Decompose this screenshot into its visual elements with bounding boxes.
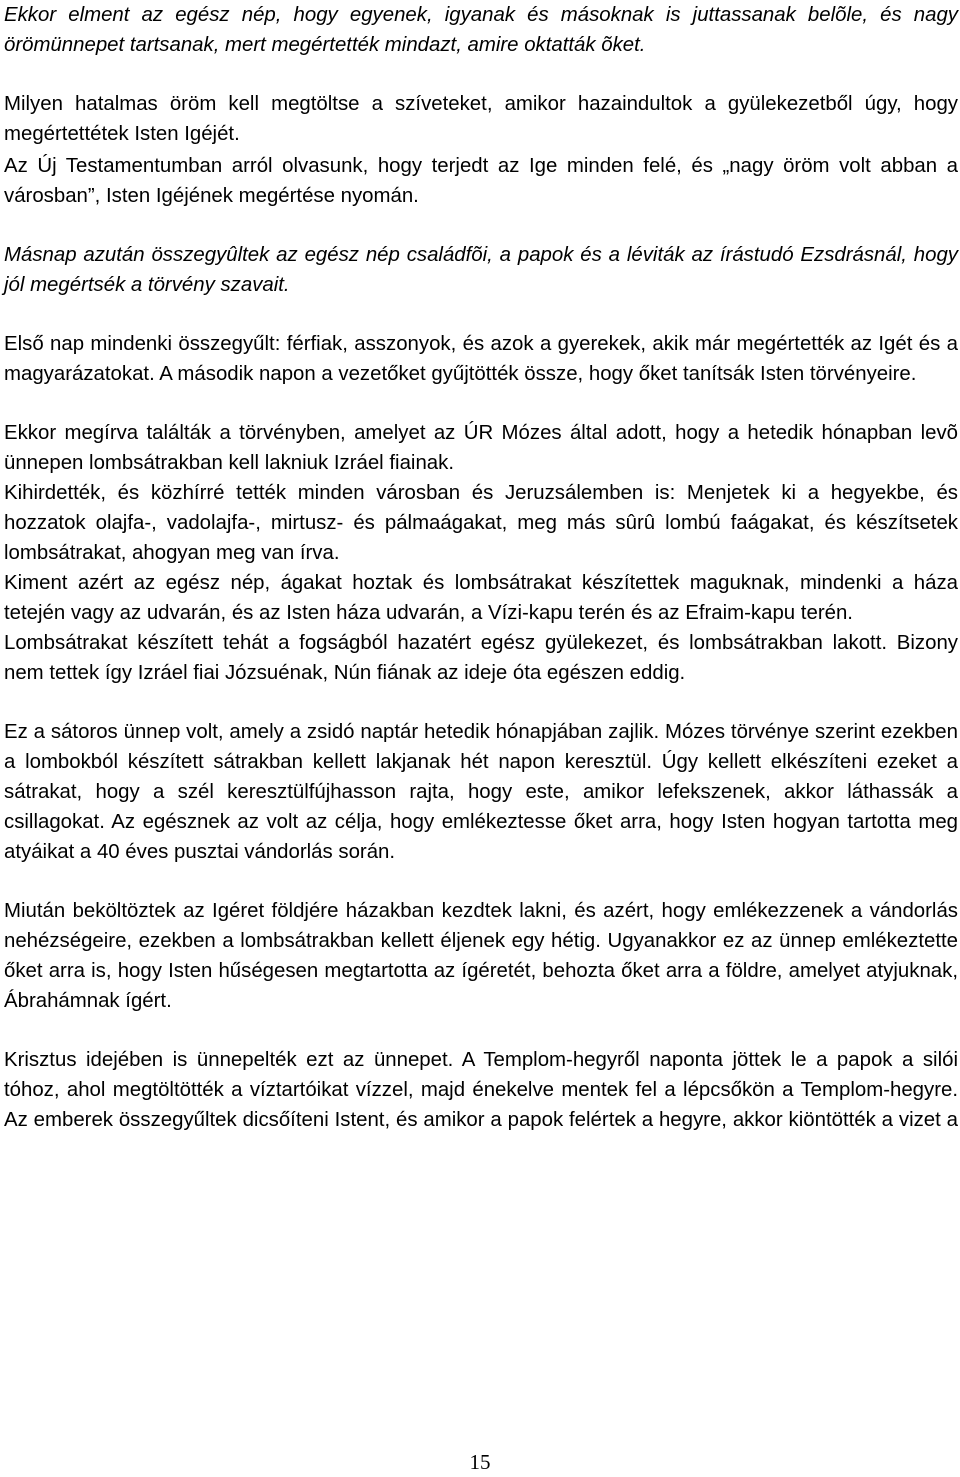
paragraph-feast-of-tabernacles: Ez a sátoros ünnep volt, amely a zsidó naptár hetedik hónapjában zajlik. Mózes törvénye szerint ezekben a lombokból készített sátrakban kellett lakjanak hét napon keresztül. Úgy kellett elkészíteni ezeket a sátrakat, hogy a szél keresztülfújhasson rajta, hogy este, amikor lefekszenek, akkor láthassák a csillagokat. Az egésznek az volt az célja, hogy emlékeztesse őket arra, hogy Isten hogyan tartotta meg atyáikat a 40 éves pusztai vándorlás során.: [4, 721, 958, 863]
paragraph-next-day: Másnap azután összegyûltek az egész nép családfõi, a papok és a léviták az írástudó Ezsdrásnál, hogy jól megértsék a törvény szavait.: [4, 244, 958, 296]
paragraph-promised-land: Miután beköltöztek az Igéret földjére házakban kezdtek lakni, és azért, hogy emlékezzenek a vándorlás nehézségeire, ezekben a lombsátrakban kellett éljenek egy hétig. Ugyanakkor ez az ünnep emlékeztette őket arra is, hogy Isten hűségesen megtartotta az ígéretét, behozta őket arra a földre, amelyet atyjuknak, Ábrahámnak ígért.: [4, 900, 958, 1012]
paragraph-new-testament: Az Új Testamentumban arról olvasunk, hogy terjedt az Ige minden felé, és „nagy öröm volt abban a városban”, Isten Igéjének megértése nyomán.: [4, 155, 958, 207]
page-number: 15: [469, 1450, 491, 1474]
paragraph-found-written: Ekkor megírva találták a törvényben, amelyet az ÚR Mózes által adott, hogy a hetedik hónapban levõ ünnepen lombsátrakban kell lakniuk Izráel fiainak.: [4, 422, 958, 474]
paragraph-people-went: Kiment azért az egész nép, ágakat hoztak és lombsátrakat készítettek maguknak, mindenki a háza tetején vagy az udvarán, és az Isten háza udvarán, a Vízi-kapu terén és az Efraim-kapu terén.: [4, 572, 958, 624]
paragraph-joy: Milyen hatalmas öröm kell megtöltse a szíveteket, amikor hazaindultok a gyülekezetből úgy, hogy megértettétek Isten Igéjét.: [4, 93, 958, 145]
page-body: [4, 0, 958, 1135]
paragraph-christ-time: Krisztus idejében is ünnepelték ezt az ünnepet. A Templom-hegyről naponta jöttek le a papok a silói tóhoz, ahol megtöltötték a víztartóikat vízzel, majd énekelve mentek fel a lépcsőkön a Templom-hegyre. Az emberek összegyűltek dicsőíteni Istent, és amikor a papok felértek a hegyre, akkor kiöntötték a vizet a: [4, 1049, 958, 1131]
paragraph-first-day: Első nap mindenki összegyűlt: férfiak, asszonyok, és azok a gyerekek, akik már megértették az Igét és a magyarázatokat. A második napon a vezetőket gyűjtötték össze, hogy őket tanítsák Isten törvényeire.: [4, 333, 958, 385]
paragraph-celebration: Ekkor elment az egész nép, hogy egyenek, igyanak és másoknak is juttassanak belõle, és nagy örömünnepet tartsanak, mert megértették mindazt, amire oktatták õket.: [4, 4, 958, 56]
paragraph-proclaimed: Kihirdették, és közhírré tették minden városban és Jeruzsálemben is: Menjetek ki a hegyekbe, és hozzatok olajfa-, vadolajfa-, mirtusz- és pálmaágakat, meg más sûrû lombú faágakat, és készítsetek lombsátrakat, ahogyan meg van írva.: [4, 482, 958, 564]
paragraph-booths: Lombsátrakat készített tehát a fogságból hazatért egész gyülekezet, és lombsátrakban lakott. Bizony nem tettek így Izráel fiai Józsuénak, Nún fiának az ideje óta egészen eddig.: [4, 632, 958, 684]
